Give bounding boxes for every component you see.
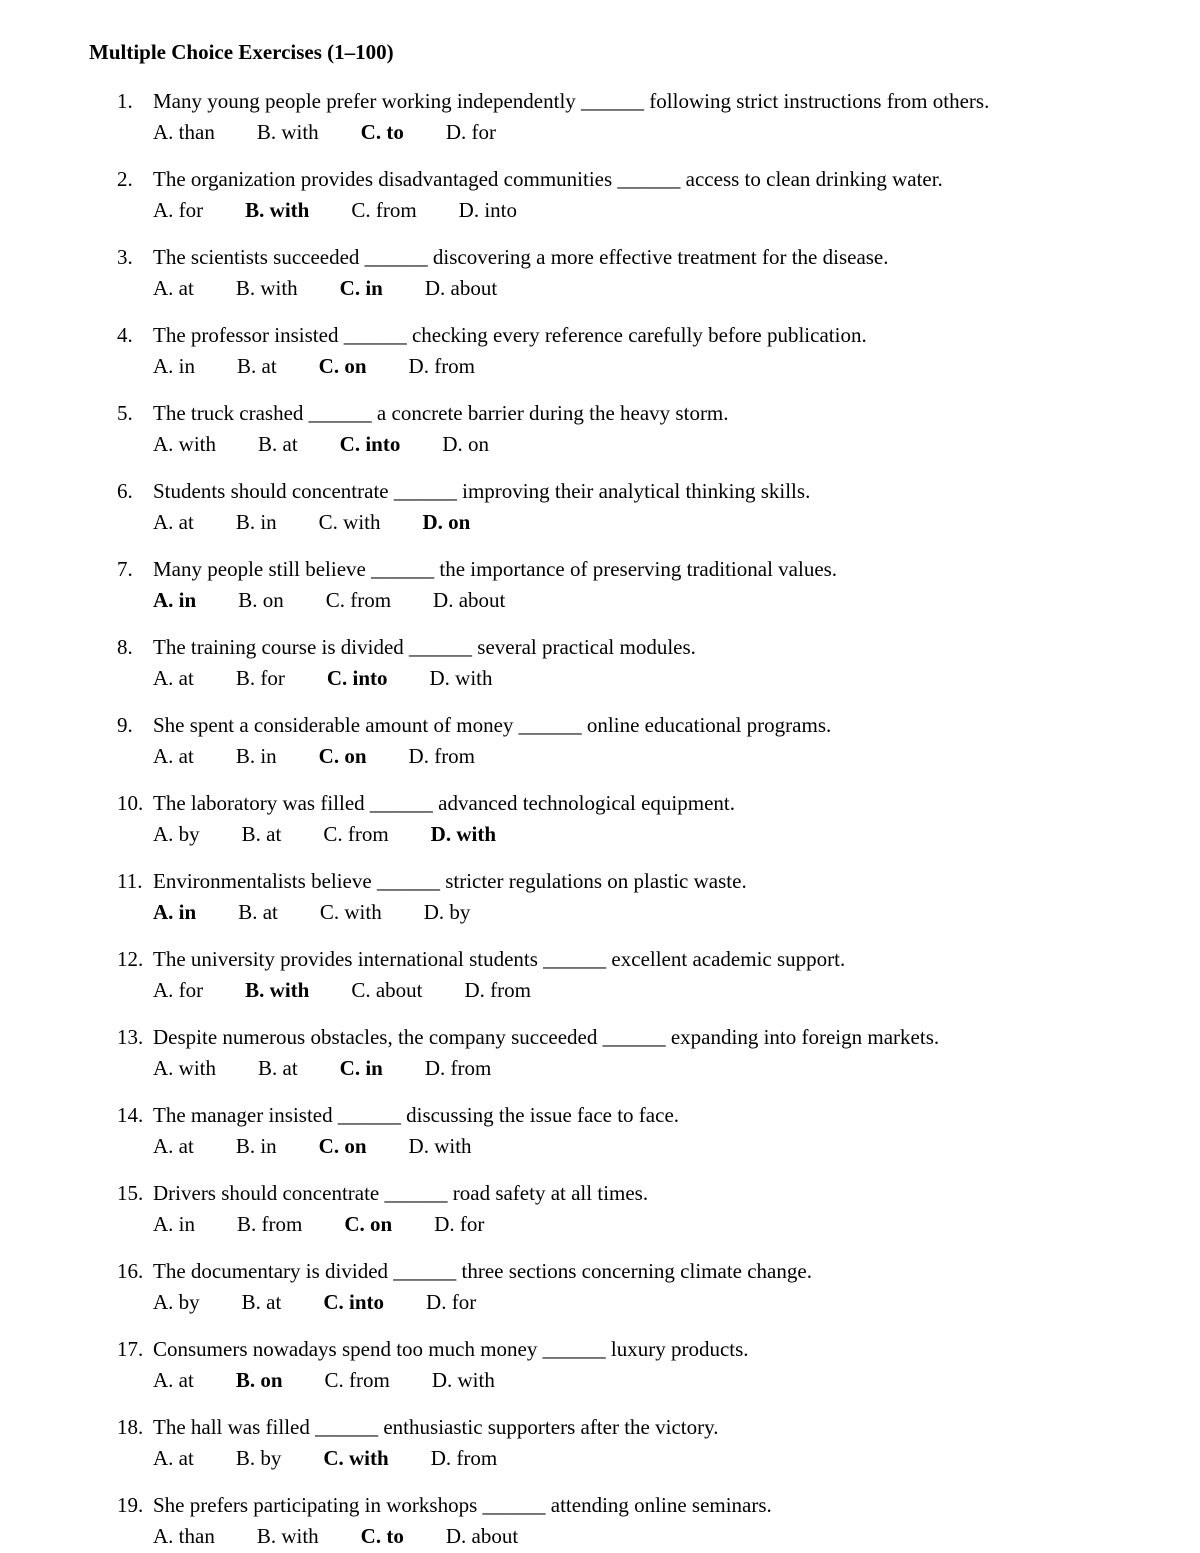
correct-answer-option: D. on <box>422 510 471 534</box>
question-number: 2. <box>117 167 133 191</box>
correct-answer-option: C. into <box>326 666 388 690</box>
correct-answer-option: C. with <box>323 1446 389 1470</box>
correct-answer-option: C. to <box>360 120 404 144</box>
correct-answer-option: C. on <box>318 1134 367 1158</box>
question-number: 9. <box>117 713 133 737</box>
question-item <box>117 1334 1157 1396</box>
question-text: Students should concentrate ______ improving their analytical thinking skills. <box>153 479 811 503</box>
answer-option: B. at <box>241 822 282 846</box>
question-line <box>117 788 1157 819</box>
question-line <box>117 1412 1157 1443</box>
question-text: Environmentalists believe ______ stricter regulations on plastic waste. <box>153 869 747 893</box>
options-row <box>117 429 1157 460</box>
question-text: The organization provides disadvantaged communities ______ access to clean drinking water. <box>153 167 943 191</box>
answer-option: C. with <box>318 510 381 534</box>
question-line <box>117 86 1157 117</box>
options-row <box>117 897 1157 928</box>
answer-option: D. by <box>423 900 471 924</box>
answer-option: A. for <box>153 978 204 1002</box>
question-number: 12. <box>117 947 144 971</box>
answer-option: B. with <box>235 276 298 300</box>
question-item <box>117 866 1157 928</box>
question-text: The university provides international students ______ excellent academic support. <box>153 947 846 971</box>
answer-option: A. in <box>153 1212 195 1236</box>
question-number: 5. <box>117 401 133 425</box>
answer-option: B. on <box>238 588 284 612</box>
answer-option: B. with <box>256 120 319 144</box>
question-line <box>117 866 1157 897</box>
options-row <box>117 663 1157 694</box>
answer-option: A. for <box>153 198 204 222</box>
question-number: 16. <box>117 1259 144 1283</box>
answer-option: A. in <box>153 354 195 378</box>
options-row <box>117 507 1157 538</box>
question-text: Many young people prefer working independently ______ following strict instructions from others. <box>153 89 990 113</box>
answer-option: D. from <box>408 744 476 768</box>
question-item <box>117 1100 1157 1162</box>
question-number: 18. <box>117 1415 144 1439</box>
question-line <box>117 398 1157 429</box>
answer-option: D. for <box>426 1290 477 1314</box>
options-row <box>117 1287 1157 1318</box>
question-line <box>117 632 1157 663</box>
question-item <box>117 632 1157 694</box>
question-text: The training course is divided ______ several practical modules. <box>153 635 696 659</box>
answer-option: D. with <box>431 1368 495 1392</box>
question-line <box>117 1256 1157 1287</box>
question-number: 1. <box>117 89 133 113</box>
answer-option: C. from <box>325 588 392 612</box>
question-line <box>117 1100 1157 1131</box>
correct-answer-option: C. to <box>360 1524 404 1548</box>
question-text: Despite numerous obstacles, the company succeeded ______ expanding into foreign markets. <box>153 1025 940 1049</box>
answer-option: B. for <box>235 666 285 690</box>
answer-option: D. from <box>430 1446 498 1470</box>
question-line <box>117 554 1157 585</box>
question-line <box>117 1022 1157 1053</box>
answer-option: D. with <box>429 666 493 690</box>
question-line <box>117 164 1157 195</box>
correct-answer-option: A. in <box>153 900 197 924</box>
question-item <box>117 242 1157 304</box>
question-number: 10. <box>117 791 144 815</box>
question-item <box>117 398 1157 460</box>
answer-option: B. from <box>237 1212 303 1236</box>
correct-answer-option: B. on <box>235 1368 283 1392</box>
answer-option: D. about <box>433 588 506 612</box>
answer-option: D. into <box>458 198 518 222</box>
options-row <box>117 585 1157 616</box>
question-line <box>117 476 1157 507</box>
options-row <box>117 1365 1157 1396</box>
question-text: The professor insisted ______ checking every reference carefully before publication. <box>153 323 867 347</box>
options-row <box>117 1521 1157 1552</box>
options-row <box>117 819 1157 850</box>
answer-option: C. about <box>351 978 423 1002</box>
options-row <box>117 195 1157 226</box>
question-number: 19. <box>117 1493 144 1517</box>
question-line <box>117 242 1157 273</box>
question-number: 17. <box>117 1337 144 1361</box>
answer-option: C. from <box>323 822 389 846</box>
answer-option: C. with <box>319 900 382 924</box>
question-line <box>117 1490 1157 1521</box>
answer-option: A. at <box>153 510 194 534</box>
options-row <box>117 1209 1157 1240</box>
question-text: The hall was filled ______ enthusiastic supporters after the victory. <box>153 1415 719 1439</box>
options-row <box>117 273 1157 304</box>
correct-answer-option: C. in <box>339 276 383 300</box>
answer-option: C. from <box>351 198 417 222</box>
question-item <box>117 1412 1157 1474</box>
correct-answer-option: C. into <box>339 432 401 456</box>
question-item <box>117 476 1157 538</box>
answer-option: B. at <box>258 1056 298 1080</box>
answer-option: A. than <box>153 1524 215 1548</box>
question-item <box>117 710 1157 772</box>
question-item <box>117 1256 1157 1318</box>
question-number: 8. <box>117 635 133 659</box>
answer-option: A. than <box>153 120 215 144</box>
answer-option: A. at <box>153 666 194 690</box>
correct-answer-option: B. with <box>245 198 310 222</box>
answer-option: A. at <box>153 1446 194 1470</box>
question-number: 6. <box>117 479 133 503</box>
question-text: She spent a considerable amount of money ______ online educational programs. <box>153 713 832 737</box>
answer-option: B. at <box>258 432 298 456</box>
answer-option: D. about <box>445 1524 519 1548</box>
question-item <box>117 944 1157 1006</box>
answer-option: A. by <box>153 1290 200 1314</box>
answer-option: D. on <box>442 432 490 456</box>
question-line <box>117 320 1157 351</box>
answer-option: A. at <box>153 276 194 300</box>
question-text: The truck crashed ______ a concrete barrier during the heavy storm. <box>153 401 729 425</box>
question-text: The laboratory was filled ______ advanced technological equipment. <box>153 791 735 815</box>
question-number: 7. <box>117 557 133 581</box>
answer-option: D. from <box>424 1056 492 1080</box>
options-row <box>117 117 1157 148</box>
answer-option: D. from <box>408 354 476 378</box>
options-row <box>117 975 1157 1006</box>
question-number: 13. <box>117 1025 144 1049</box>
answer-option: B. by <box>235 1446 282 1470</box>
answer-option: B. in <box>235 1134 277 1158</box>
correct-answer-option: C. on <box>318 744 367 768</box>
question-text: Drivers should concentrate ______ road safety at all times. <box>153 1181 649 1205</box>
question-item <box>117 164 1157 226</box>
answer-option: A. at <box>153 1368 194 1392</box>
answer-option: B. with <box>256 1524 319 1548</box>
question-number: 15. <box>117 1181 144 1205</box>
answer-option: A. with <box>153 1056 216 1080</box>
question-text: She prefers participating in workshops ______ attending online seminars. <box>153 1493 772 1517</box>
options-row <box>117 1053 1157 1084</box>
question-text: Many people still believe ______ the importance of preserving traditional values. <box>153 557 838 581</box>
answer-option: D. from <box>464 978 532 1002</box>
answer-option: B. in <box>235 510 277 534</box>
question-line <box>117 1334 1157 1365</box>
options-row <box>117 1131 1157 1162</box>
question-item <box>117 1490 1157 1552</box>
answer-option: D. for <box>434 1212 485 1236</box>
answer-option: B. at <box>238 900 278 924</box>
answer-option: A. with <box>153 432 216 456</box>
correct-answer-option: D. with <box>430 822 497 846</box>
question-line <box>117 944 1157 975</box>
correct-answer-option: C. in <box>339 1056 383 1080</box>
question-line <box>117 710 1157 741</box>
answer-option: C. from <box>324 1368 390 1392</box>
options-row <box>117 1443 1157 1474</box>
answer-option: B. in <box>235 744 277 768</box>
question-number: 4. <box>117 323 133 347</box>
question-item <box>117 86 1157 148</box>
question-text: The documentary is divided ______ three sections concerning climate change. <box>153 1259 812 1283</box>
correct-answer-option: A. in <box>153 588 197 612</box>
question-item <box>117 554 1157 616</box>
question-line <box>117 1178 1157 1209</box>
correct-answer-option: C. into <box>323 1290 385 1314</box>
answer-option: A. at <box>153 1134 194 1158</box>
answer-option: D. about <box>424 276 498 300</box>
options-row <box>117 741 1157 772</box>
answer-option: B. at <box>237 354 277 378</box>
options-row <box>117 351 1157 382</box>
question-number: 3. <box>117 245 133 269</box>
answer-option: D. for <box>445 120 496 144</box>
question-text: The scientists succeeded ______ discovering a more effective treatment for the disease. <box>153 245 889 269</box>
answer-option: D. with <box>408 1134 472 1158</box>
question-item <box>117 1022 1157 1084</box>
question-text: Consumers nowadays spend too much money ______ luxury products. <box>153 1337 749 1361</box>
correct-answer-option: C. on <box>344 1212 393 1236</box>
question-number: 14. <box>117 1103 144 1127</box>
question-item <box>117 788 1157 850</box>
answer-option: A. at <box>153 744 194 768</box>
question-number: 11. <box>117 869 143 893</box>
answer-option: A. by <box>153 822 200 846</box>
answer-option: B. at <box>241 1290 282 1314</box>
correct-answer-option: C. on <box>318 354 367 378</box>
question-item <box>117 320 1157 382</box>
page-title: Multiple Choice Exercises (1–100) <box>89 40 394 64</box>
correct-answer-option: B. with <box>245 978 310 1002</box>
question-text: The manager insisted ______ discussing the issue face to face. <box>153 1103 680 1127</box>
question-item <box>117 1178 1157 1240</box>
